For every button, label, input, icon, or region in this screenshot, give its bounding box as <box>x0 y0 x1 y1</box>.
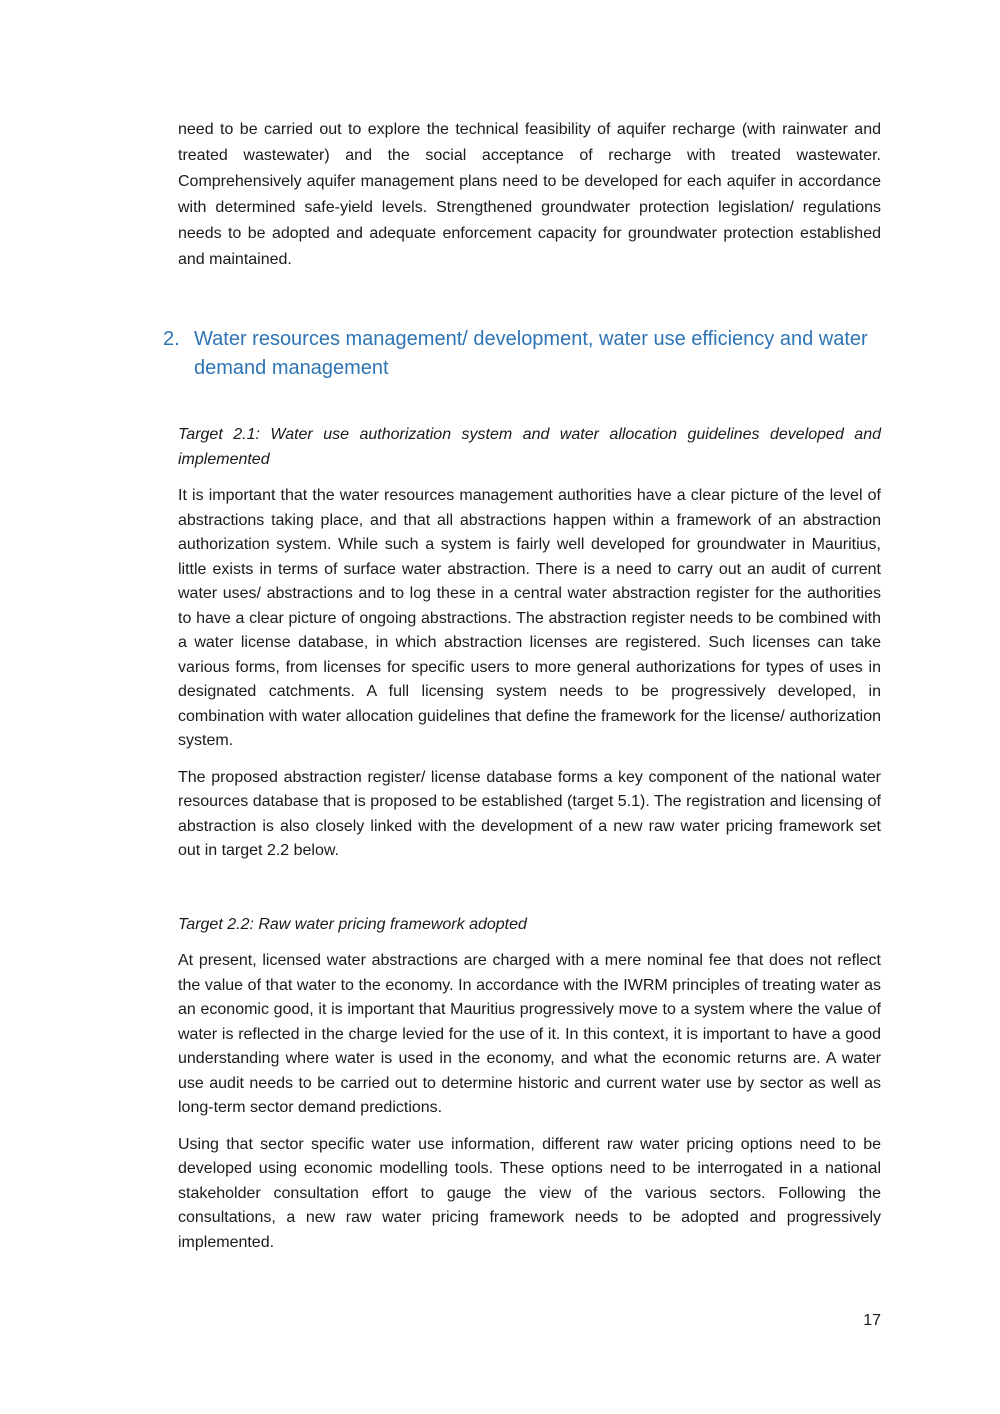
target-2-2-paragraph: At present, licensed water abstractions are charged with a mere nominal fee that does not reflect the value of that water to the economy. In accordance with the IWRM principles of treating water as an economic good, it is important that Mauritius progressively move to a system where the value of water is reflected in the charge levied for the use of it. In this context, it is important to have a good understanding where water is used in the economy, and what the economic returns are. A water use audit needs to be carried out to determine historic and current water use by sector as well as long-term sector demand predictions. <box>178 952 881 1116</box>
target-2-2-title: Target 2.2: Raw water pricing framework adopted <box>178 915 527 933</box>
section-heading <box>163 325 881 383</box>
target-2-1-paragraph: It is important that the water resources management authorities have a clear picture of the level of abstractions taking place, and that all abstractions happen within a framework of an abstraction authorization system. While such a system is fairly well developed for groundwater in Mauritius, little exists in terms of surface water abstraction. There is a need to carry out an audit of current water uses/ abstractions and to log these in a central water abstraction register for the authorities to have a clear picture of ongoing abstractions. The abstraction register needs to be combined with a water license database, in which abstraction licenses are registered. Such licenses can take various forms, from licenses for specific users to more general authorizations for types of uses in designated catchments. A full licensing system needs to be progressively developed, in combination with water allocation guidelines that define the framework for the license/ authorization system. <box>178 487 881 749</box>
document-page <box>163 117 881 1255</box>
section-title: Water resources management/ development, water use efficiency and water demand management <box>194 328 868 379</box>
section-number: 2. <box>163 328 180 350</box>
intro-paragraph: need to be carried out to explore the technical feasibility of aquifer recharge (with rainwater and treated wastewater) and the social acceptance of recharge with treated wastewater. Comprehensively aquifer management plans need to be developed for each aquifer in accordance with determined safe-yield levels. Strengthened groundwater protection legislation/ regulations needs to be adopted and adequate enforcement capacity for groundwater protection established and maintained. <box>178 121 881 268</box>
target-2-1-title: Target 2.1: Water use authorization system and water allocation guidelines developed and implemented <box>178 426 881 468</box>
page-number: 17 <box>863 1312 881 1329</box>
target-2-1-paragraph: The proposed abstraction register/ license database forms a key component of the national water resources database that is proposed to be established (target 5.1). The registration and licensing of abstraction is also closely linked with the development of a new raw water pricing framework set out in target 2.2 below. <box>178 768 881 859</box>
target-2-2-paragraph: Using that sector specific water use information, different raw water pricing options need to be developed using economic modelling tools. These options need to be interrogated in a national stakeholder consultation effort to gauge the view of the various sectors. Following the consultations, a new raw water pricing framework needs to be adopted and progressively implemented. <box>178 1135 881 1251</box>
